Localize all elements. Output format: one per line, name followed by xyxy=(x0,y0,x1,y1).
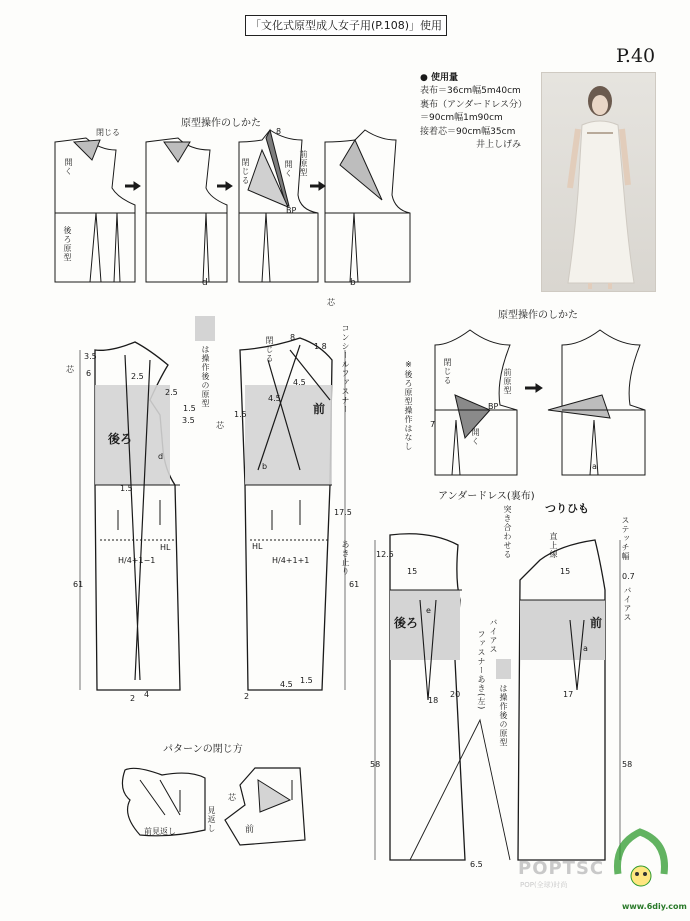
measure-7-right: 7 xyxy=(430,420,436,429)
underdress-back xyxy=(375,534,510,860)
measure-6-back: 6 xyxy=(86,369,92,378)
letter-d-back: d xyxy=(158,452,164,461)
right-step-1 xyxy=(435,330,517,475)
top-step-4 xyxy=(325,130,410,282)
label-zipper-opening: ファスナーあき(左) xyxy=(477,630,486,711)
label-facing: 見返し xyxy=(207,806,216,833)
arrow-4-head xyxy=(536,384,542,392)
materials-line: 接着芯＝90cm幅35cm xyxy=(420,126,516,137)
right-step-2 xyxy=(548,330,645,475)
label-opening-stop: あき止り xyxy=(341,540,350,576)
designer-credit: 井上しげみ xyxy=(476,140,522,151)
watermark-logo: POPTSC xyxy=(518,858,605,879)
label-front: 前 xyxy=(313,402,326,416)
front-pattern xyxy=(240,338,345,690)
letter-b-top: b xyxy=(350,278,356,288)
label-shin-zipper: 芯 xyxy=(327,298,335,307)
label-front-block-2: 前原型 xyxy=(503,368,512,395)
section-title-closing: パターンの閉じ方 xyxy=(163,744,243,755)
label-stitch-width: ステッチ幅 xyxy=(621,516,630,561)
label-open-3: 開く xyxy=(471,428,480,446)
label-bp-2: BP xyxy=(488,402,499,411)
materials-line: 表布＝36cm幅5m40cm xyxy=(420,86,521,97)
label-back-underdress: 後ろ xyxy=(394,616,419,630)
arrow-3-head xyxy=(319,182,325,190)
measure-1-5-back: 1.5 xyxy=(183,404,196,413)
letter-e-underdress: e xyxy=(426,606,431,615)
label-front-block-1: 前原型 xyxy=(299,150,308,177)
watermark-seal-logo xyxy=(610,824,672,898)
measure-12-5: 12.5 xyxy=(376,550,394,559)
measure-17: 17 xyxy=(563,690,574,699)
measure-2-5-back-b: 2.5 xyxy=(165,388,178,397)
legend-swatch-1 xyxy=(195,316,215,341)
measure-1-5-back-b: 1.5 xyxy=(120,484,133,493)
label-after-operation: は操作後の原型 xyxy=(201,345,210,408)
label-front-closing: 前 xyxy=(245,825,255,835)
measure-1-8-front: 1.8 xyxy=(314,342,327,351)
label-back: 後ろ xyxy=(108,432,133,446)
label-close-1: 閉じる xyxy=(96,128,120,137)
underdress-front xyxy=(518,540,620,860)
measure-4-5-front: 4.5 xyxy=(293,378,306,387)
watermark-url: www.6diy.com xyxy=(622,902,687,911)
measure-1-5-front: 1.5 xyxy=(234,410,247,419)
label-hl-front: HL xyxy=(252,542,263,551)
measure-18: 18 xyxy=(428,696,439,705)
measure-4-5-front-b: 4.5 xyxy=(268,394,281,403)
materials-line: ＝90cm幅1m90cm xyxy=(420,113,503,124)
closing-right xyxy=(225,768,305,845)
measure-17-5-front: 17.5 xyxy=(334,508,352,517)
label-open-1: 開く xyxy=(64,158,73,176)
measure-58-back: 58 xyxy=(370,760,381,769)
label-front-facing: 前見返し xyxy=(144,827,176,836)
measure-0-7: 0.7 xyxy=(622,572,635,581)
measure-4-back: 4 xyxy=(144,690,150,699)
label-h4-front: H/4+1+1 xyxy=(272,556,310,565)
label-h4-back: H/4+1−1 xyxy=(118,556,156,565)
measure-61-back: 61 xyxy=(73,580,84,589)
materials-title: ● 使用量 xyxy=(420,73,458,83)
letter-b-front: b xyxy=(262,462,268,471)
letter-a-underdress: a xyxy=(583,644,588,653)
measure-2-back: 2 xyxy=(130,694,136,703)
label-close-4: 閉じる xyxy=(443,358,452,385)
label-close-2: 閉じる xyxy=(241,158,250,185)
letter-a-right: a xyxy=(592,462,597,471)
label-concealed-zipper: コンシールファスナー xyxy=(341,324,350,414)
letter-d-top: d xyxy=(202,278,208,288)
measure-3-5-back-b: 3.5 xyxy=(182,416,195,425)
source-note: 「文化式原型成人女子用(P.108)」使用 xyxy=(245,15,447,36)
measure-4-5-front-hem: 4.5 xyxy=(280,680,293,689)
measure-58-front: 58 xyxy=(622,760,633,769)
measure-8-top: 8 xyxy=(276,127,282,136)
measure-15-back: 15 xyxy=(407,567,418,576)
measure-8-front: 8 xyxy=(290,333,296,342)
label-straight-line: 直上線 xyxy=(549,532,558,559)
measure-61-front: 61 xyxy=(349,580,360,589)
label-shin-front: 芯 xyxy=(216,421,224,430)
label-open-2: 開く xyxy=(284,160,293,178)
measure-2-5-back: 2.5 xyxy=(131,372,144,381)
measure-2-front: 2 xyxy=(244,692,250,701)
arrow-1-head xyxy=(134,182,140,190)
label-close-3: 閉じる xyxy=(265,336,274,363)
materials-line: 裏布（アンダードレス分） xyxy=(420,99,528,110)
label-shin-back: 芯 xyxy=(66,365,74,374)
measure-20: 20 xyxy=(450,690,461,699)
label-bias-2: バイアス xyxy=(489,618,498,654)
label-bp-1: BP xyxy=(286,206,297,215)
section-title-underdress: アンダードレス(裏布) xyxy=(438,491,535,502)
watermark-subtitle: POP(全球)时尚 xyxy=(520,881,568,889)
measure-6-5: 6.5 xyxy=(470,860,483,869)
legend-swatch-2 xyxy=(496,659,511,679)
label-shin-closing: 芯 xyxy=(228,793,236,802)
label-front-underdress: 前 xyxy=(590,616,603,630)
label-no-back-operation: ※後ろ原型操作はなし xyxy=(404,360,413,451)
section-title-method-right: 原型操作のしかた xyxy=(498,310,578,321)
measure-15-front: 15 xyxy=(560,567,571,576)
measure-1-5-front-hem: 1.5 xyxy=(300,676,313,685)
measure-3-5-back: 3.5 xyxy=(84,352,97,361)
arrow-2-head xyxy=(226,182,232,190)
section-title-method-top: 原型操作のしかた xyxy=(181,118,261,129)
label-strap: つりひも xyxy=(545,502,589,515)
label-back-block: 後ろ原型 xyxy=(63,226,72,262)
label-after-operation-2: は操作後の原型 xyxy=(499,684,508,747)
label-butt-join: 突き合わせる xyxy=(503,505,512,559)
label-bias-1: バイアス xyxy=(623,586,632,622)
top-step-2 xyxy=(146,138,227,282)
page-number: P.40 xyxy=(616,45,656,67)
label-hl-back: HL xyxy=(160,543,171,552)
